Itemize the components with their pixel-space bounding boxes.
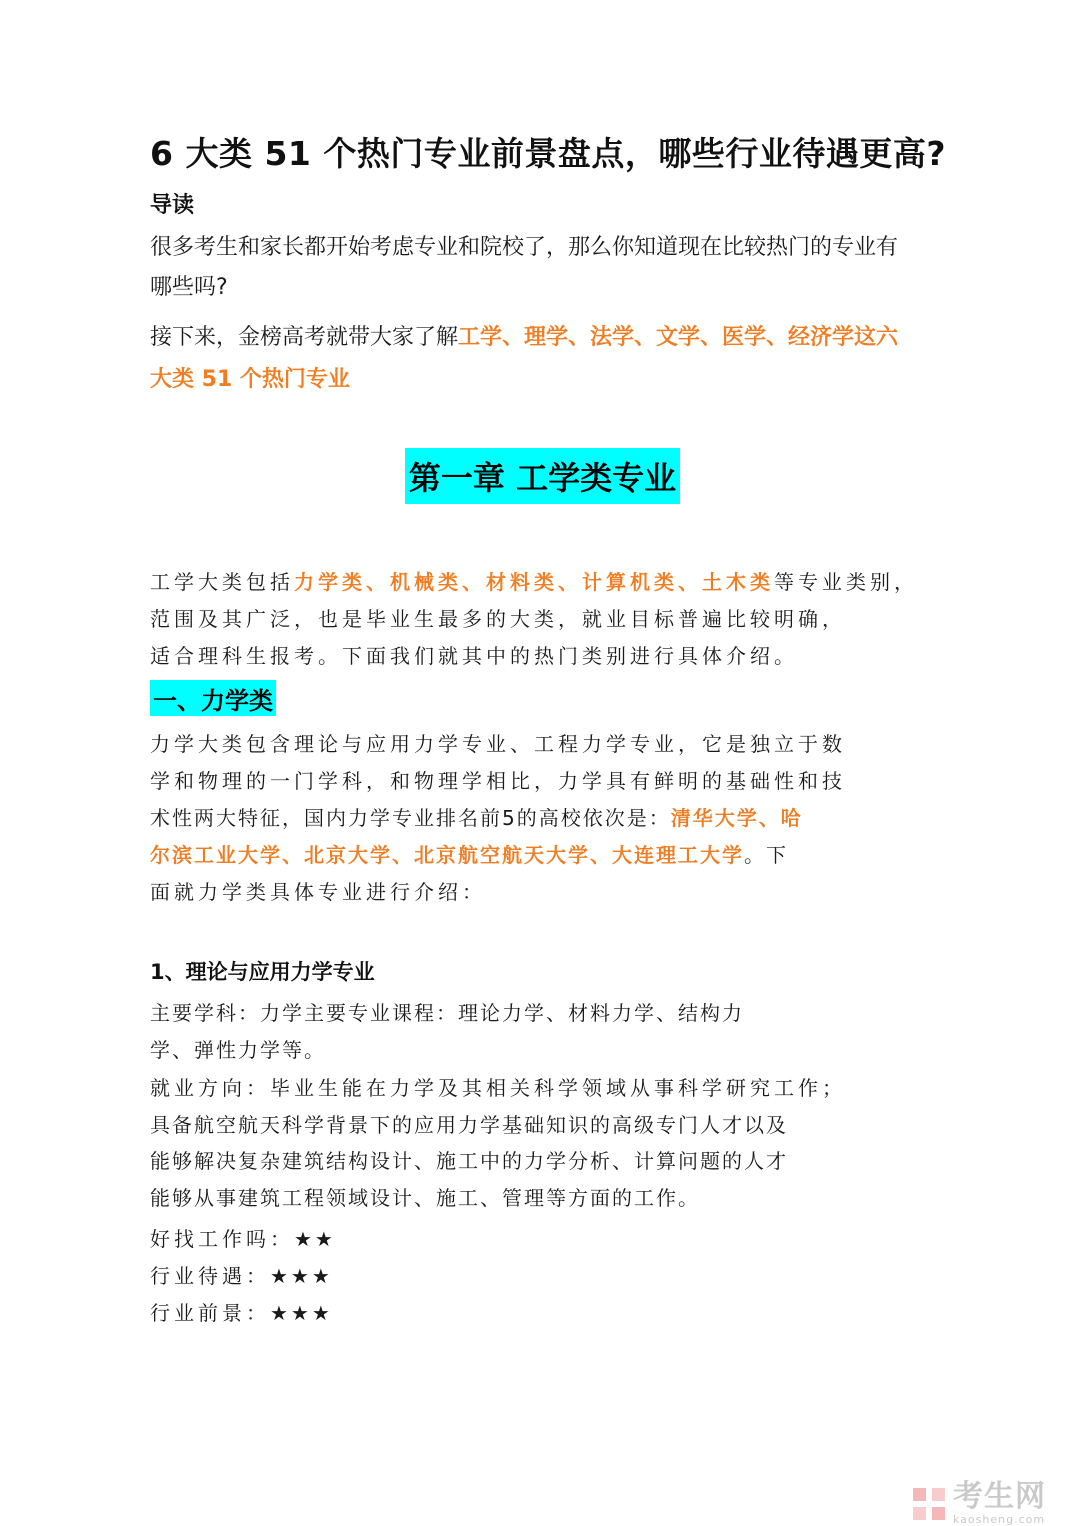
watermark-cn: 考生网	[953, 1479, 1046, 1514]
mechanics-line-4	[150, 839, 788, 868]
watermark-en: kaosheng.com	[953, 1513, 1046, 1526]
rating-salary	[150, 1260, 333, 1289]
intro-label: 导读	[150, 193, 195, 218]
intro-line-2: 哪些吗?	[150, 275, 228, 300]
engineering-para-line-2: 范围及其广泛，也是毕业生最多的大类，就业目标普遍比较明确，	[150, 607, 846, 631]
intro-highlight-categories: 工学、理学、法学、文学、医学、经济学这六	[458, 325, 899, 350]
chapter-heading: 第一章 工学类专业	[405, 448, 680, 504]
career-line-4: 能够从事建筑工程领域设计、施工、管理等方面的工作。	[150, 1186, 700, 1210]
mechanics-line-2: 学和物理的一门学科，和物理学相比，力学具有鲜明的基础性和技	[150, 769, 846, 793]
intro-line-3-text: 接下来，金榜高考就带大家了解	[150, 325, 459, 350]
mechanics-line-3	[150, 802, 803, 831]
watermark	[911, 1479, 1046, 1526]
mechanics-line-5: 面就力学类具体专业进行介绍：	[150, 880, 486, 904]
rating-prospects-label: 行业前景：	[150, 1301, 270, 1325]
engineering-highlight-categories: 力学类、机械类、材料类、计算机类、土木类	[294, 570, 774, 594]
mechanics-text-b: 。下	[744, 843, 788, 867]
mechanics-highlight-a: 清华大学、哈	[670, 806, 803, 830]
rating-prospects	[150, 1297, 333, 1326]
career-line-3: 能够解决复杂建筑结构设计、施工中的力学分析、计算问题的人才	[150, 1149, 788, 1173]
career-line-2: 具备航空航天科学背景下的应用力学基础知识的高级专门人才以及	[150, 1113, 788, 1137]
rating-job-finding	[150, 1223, 336, 1252]
major-heading: 1、理论与应用力学专业	[150, 960, 375, 984]
rating-prospects-stars: ★★★	[270, 1301, 333, 1325]
rating-job-finding-label: 好找工作吗：	[150, 1227, 294, 1251]
courses-line-2: 学、弹性力学等。	[150, 1038, 326, 1062]
rating-salary-label: 行业待遇：	[150, 1264, 270, 1288]
engineering-text-b: 等专业类别，	[774, 570, 918, 594]
watermark-logo-icon	[911, 1486, 947, 1522]
rating-job-finding-stars: ★★	[294, 1227, 336, 1251]
intro-highlight-count: 大类 51 个热门专业	[150, 367, 350, 392]
engineering-para-line-3: 适合理科生报考。下面我们就其中的热门类别进行具体介绍。	[150, 644, 798, 668]
engineering-para-line-1	[150, 566, 918, 595]
section-heading-mechanics: 一、力学类	[150, 680, 276, 716]
mechanics-text-a: 术性两大特征，国内力学专业排名前5的高校依次是：	[150, 806, 671, 830]
engineering-text-a: 工学大类包括	[150, 570, 294, 594]
page-title: 6 大类 51 个热门专业前景盘点，哪些行业待遇更高?	[150, 134, 946, 173]
intro-line-3	[150, 320, 898, 351]
intro-line-1: 很多考生和家长都开始考虑专业和院校了，那么你知道现在比较热门的专业有	[150, 235, 899, 260]
rating-salary-stars: ★★★	[270, 1264, 333, 1288]
watermark-text	[953, 1479, 1046, 1526]
mechanics-highlight-universities: 尔滨工业大学、北京大学、北京航空航天大学、大连理工大学	[150, 843, 744, 867]
mechanics-line-1: 力学大类包含理论与应用力学专业、工程力学专业，它是独立于数	[150, 732, 846, 756]
courses-line-1: 主要学科：力学主要专业课程：理论力学、材料力学、结构力	[150, 1001, 744, 1025]
career-line-1: 就业方向：毕业生能在力学及其相关科学领域从事科学研究工作；	[150, 1076, 846, 1100]
